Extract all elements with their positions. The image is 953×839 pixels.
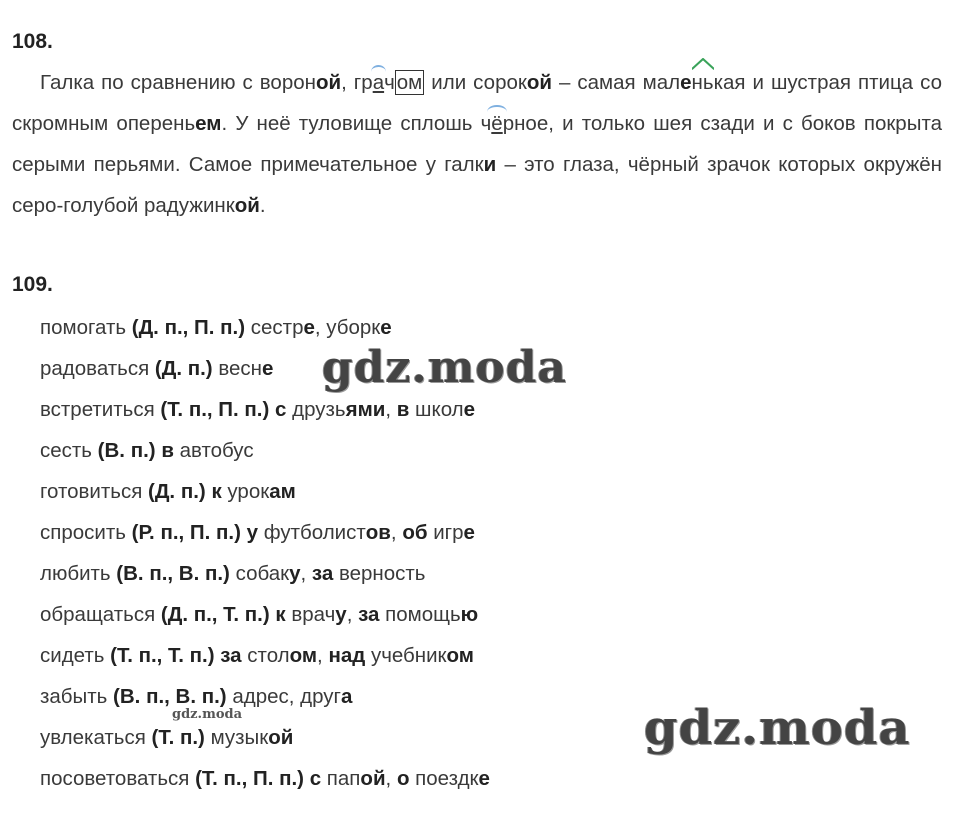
watermark-logo: gdz.moda: [322, 342, 568, 393]
bold-ending: ем: [195, 112, 222, 135]
bold-segment: ями: [345, 398, 386, 421]
suffix-hat-mark: [692, 58, 714, 70]
arc-mark: [371, 65, 386, 79]
bold-segment: е: [303, 316, 315, 339]
text-segment: ч: [384, 71, 395, 94]
text-segment: сидеть: [40, 644, 111, 667]
text-segment: забыть: [40, 685, 114, 708]
bold-segment: а: [341, 685, 353, 708]
text-segment: нь: [692, 71, 714, 94]
bold-segment: ов: [365, 521, 391, 544]
text-segment: весн: [212, 357, 262, 380]
arc-mark: [487, 105, 506, 119]
text-segment: любить: [40, 562, 117, 585]
bold-segment: (В. п.): [97, 439, 156, 462]
text-segment: ой: [526, 71, 552, 94]
text-segment: ,: [300, 562, 312, 585]
list-item: [40, 430, 490, 471]
bold-segment: е: [463, 398, 476, 421]
text-segment: стол: [241, 644, 290, 667]
list-item: [40, 594, 490, 635]
text-segment: или сорок: [424, 71, 527, 94]
text-segment: адрес, друг: [226, 685, 342, 708]
bold-segment: (Д. п.): [154, 357, 213, 380]
bold-segment: (В. п., В. п.): [113, 685, 227, 708]
bold-segment: в: [161, 439, 174, 462]
text-segment: сесть: [40, 439, 98, 462]
bold-segment: над: [328, 644, 366, 667]
list-item: [40, 758, 490, 799]
bold-segment: в: [396, 398, 410, 421]
bold-segment: (Т. п., П. п.): [160, 398, 270, 421]
text-segment: е: [680, 71, 692, 94]
bold-segment: у: [289, 562, 301, 585]
bold-segment: ю: [460, 603, 479, 626]
text-segment: ё: [491, 112, 502, 135]
text-segment: ,: [385, 398, 397, 421]
bold-segment: ам: [269, 480, 296, 503]
text-segment: – это глаза, чёрный зрачок которых окружён серо-голубой радужинк: [12, 153, 943, 217]
bold-segment: (Д. п., Т. п.): [160, 603, 270, 626]
text-segment: ,: [346, 603, 359, 626]
text-segment: ,: [385, 767, 397, 790]
watermark-logo-small: gdz.moda: [172, 707, 243, 722]
text-segment: обращаться: [40, 603, 161, 626]
text-segment: – самая мал: [551, 71, 681, 94]
text-segment: и: [483, 153, 497, 176]
bold-segment: (В. п., В. п.): [116, 562, 230, 585]
text-segment: ом: [396, 71, 423, 94]
text-segment: урок: [221, 480, 270, 503]
bold-segment: за: [358, 603, 380, 626]
text-segment: собак: [229, 562, 290, 585]
text-segment: посоветоваться: [40, 767, 196, 790]
bold-segment: е: [261, 357, 274, 380]
bold-segment: (Т. п., Т. п.): [110, 644, 215, 667]
bold-segment: (Т. п., П. п.): [195, 767, 304, 790]
text-segment: , уборк: [314, 316, 381, 339]
text-segment: а: [373, 71, 384, 94]
bold-segment: е: [380, 316, 392, 339]
list-item: [40, 635, 490, 676]
bold-segment: у: [246, 521, 259, 544]
text-segment: поездк: [409, 767, 479, 790]
text-segment: футболист: [258, 521, 366, 544]
exercise-109-number: 109.: [12, 273, 53, 296]
text-segment: учебник: [365, 644, 447, 667]
text-segment: верность: [333, 562, 426, 585]
text-segment: . У неё туловище сплошь ч: [221, 112, 492, 135]
list-item: [40, 553, 490, 594]
bold-segment: ой: [268, 726, 294, 749]
bold-segment: ом: [289, 644, 318, 667]
text-segment: сестр: [245, 316, 304, 339]
bold-segment: о: [396, 767, 410, 790]
text-segment: помощь: [379, 603, 461, 626]
text-segment: пап: [321, 767, 361, 790]
bold-segment: у: [335, 603, 347, 626]
text-segment: ой: [315, 71, 342, 94]
exercise-108-number: 108.: [12, 30, 53, 53]
bold-segment: за: [311, 562, 334, 585]
text-segment: рное, и только шея сзади и с боков покрыта серыми перьями. Самое примечательное у галк: [12, 112, 943, 176]
text-segment: спросить: [40, 521, 132, 544]
bold-segment: к: [275, 603, 286, 626]
text-segment: готовиться: [40, 480, 148, 503]
bold-segment: (Д. п., П. п.): [131, 316, 246, 339]
bold-segment: за: [220, 644, 242, 667]
bold-segment: ом: [446, 644, 474, 667]
text-segment: игр: [427, 521, 464, 544]
text-segment: , гр: [341, 71, 373, 94]
bold-segment: об: [402, 521, 428, 544]
list-item: [40, 676, 490, 717]
list-item: [40, 389, 490, 430]
bold-segment: с: [275, 398, 287, 421]
text-segment: встретиться: [40, 398, 161, 421]
text-segment: музык: [204, 726, 269, 749]
text-segment: Галка по сравнению с ворон: [40, 71, 316, 94]
list-item: [40, 512, 490, 553]
text-segment: увлекаться: [40, 726, 152, 749]
bold-segment: (Р. п., П. п.): [131, 521, 241, 544]
text-segment: кая и шустрая птица со скромным оперень: [12, 71, 942, 135]
text-segment: .: [259, 194, 266, 217]
list-item: [40, 471, 490, 512]
text-segment: друзь: [286, 398, 346, 421]
text-segment: ,: [390, 521, 403, 544]
text-segment: радоваться: [40, 357, 155, 380]
text-segment: ой: [234, 194, 260, 217]
text-segment: помогать: [40, 316, 132, 339]
bold-segment: ой: [360, 767, 386, 790]
bold-segment: с: [309, 767, 322, 790]
text-segment: школ: [409, 398, 464, 421]
text-segment: врач: [285, 603, 336, 626]
bold-segment: (Д. п.): [148, 480, 206, 503]
watermark-logo: gdz.moda: [644, 700, 911, 756]
text-segment: автобус: [173, 439, 254, 462]
bold-segment: (Т. п.): [151, 726, 205, 749]
list-item: [40, 717, 490, 758]
bold-segment: е: [478, 767, 490, 790]
text-segment: ,: [317, 644, 329, 667]
bold-segment: е: [463, 521, 475, 544]
exercise-108-text: [12, 62, 942, 226]
bold-segment: к: [211, 480, 222, 503]
